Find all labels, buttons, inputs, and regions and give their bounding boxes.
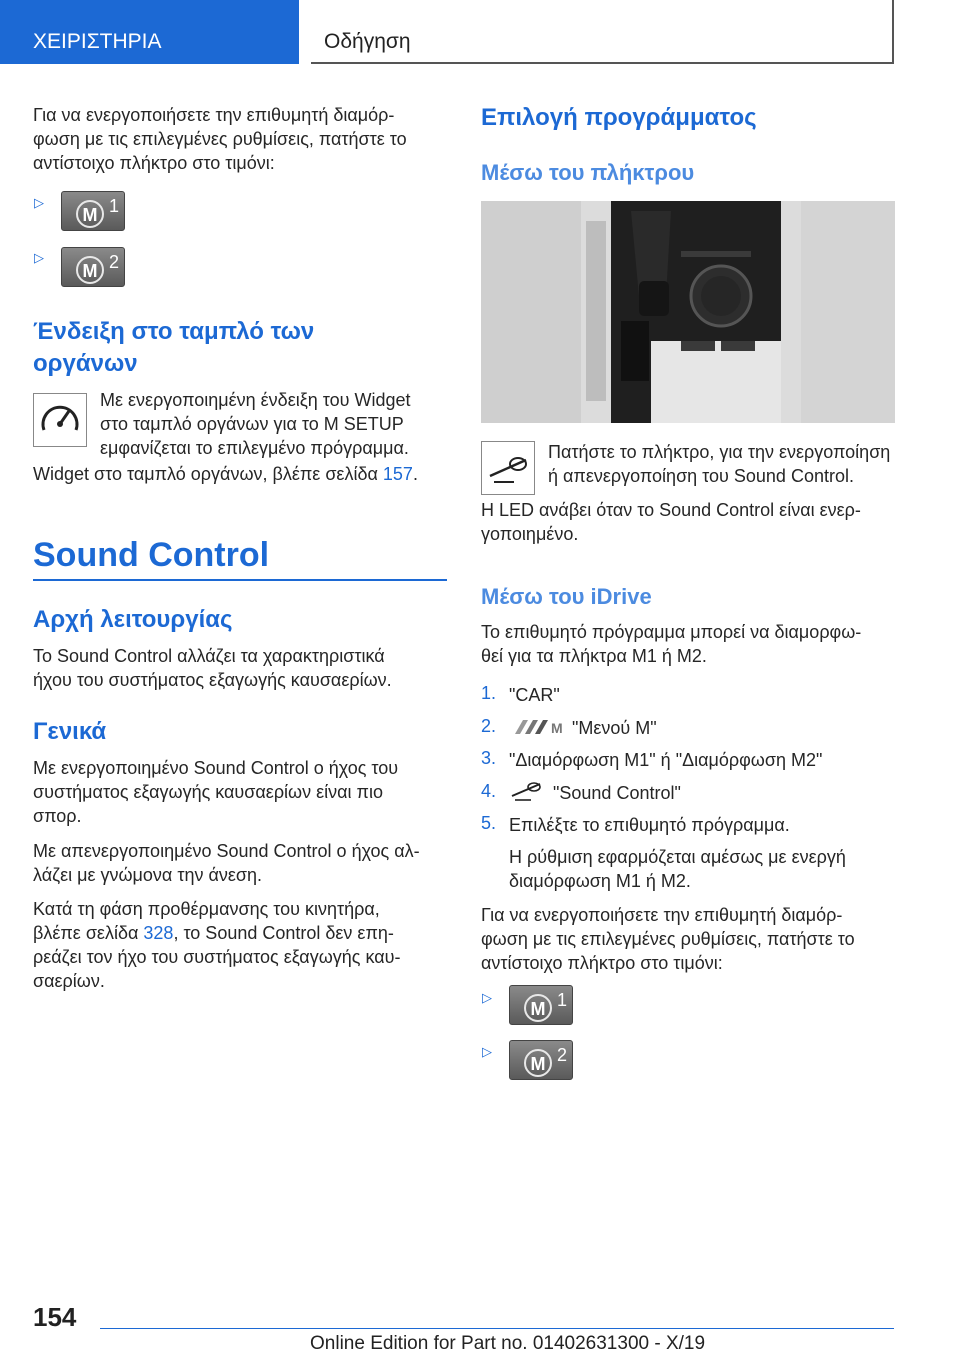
m1-steering-button — [61, 191, 125, 231]
general-paragraph-3-rest: , το Sound Control δεν επη- ρεάζει τον ήχο του συστήματος εξαγωγής καυ- σαερίων. — [33, 923, 401, 991]
header-section-tab — [0, 0, 299, 64]
dashboard-reference-end: . — [412, 464, 418, 484]
page-link-157[interactable]: 157 — [382, 464, 413, 484]
console-photo — [481, 201, 895, 423]
m1-digit: 1 — [108, 196, 120, 216]
m2-steering-button — [61, 247, 125, 287]
sound-control-icon-box — [481, 441, 535, 495]
principle-paragraph: Το Sound Control αλλάζει τα χαρακτηριστικά ήχου του συστήματος εξαγωγής καυσαερίων. — [33, 646, 392, 690]
m1-letter: M — [530, 999, 546, 1019]
m2-button-icon — [510, 1041, 574, 1081]
m1-steering-button — [509, 985, 573, 1025]
idrive-paragraph: Το επιθυμητό πρόγραμμα μπορεί να διαμορφω- θεί για τα πλήκτρα M1 ή M2. — [481, 622, 862, 666]
m2-steering-button — [509, 1040, 573, 1080]
arrow-icon: ▷ — [482, 1044, 492, 1059]
page-link-328[interactable]: 328 — [143, 923, 174, 943]
sound-control-title: Sound Control — [33, 536, 270, 574]
m2-letter: M — [530, 1054, 546, 1074]
page-number: 154 — [33, 1302, 77, 1332]
button-paragraph: Πατήστε το πλήκτρο, για την ενεργοποίηση ή απενεργοποίηση του Sound Control. — [548, 442, 891, 486]
gauge-icon-box — [33, 393, 87, 447]
step-text: "Μενού M" — [572, 718, 657, 738]
header-chapter-label: Οδήγηση — [324, 30, 411, 53]
dashboard-heading: Ένδειξη στο ταμπλό των οργάνων — [33, 318, 315, 377]
m-menu-icon — [509, 716, 565, 738]
footer-rule — [100, 1328, 894, 1329]
step-number: 1. — [481, 683, 497, 703]
m1-button-icon — [62, 192, 126, 232]
center-console-image — [481, 201, 895, 423]
title-underline — [33, 579, 447, 581]
intro-paragraph: Για να ενεργοποιήσετε την επιθυμητή διαμόρ- φωση με τις επιλεγμένες ρυθμίσεις, πατήστε το αντίστοιχο πλήκτρο στο τιμόνι: — [33, 105, 407, 173]
dashboard-reference-text: Widget στο ταμπλό οργάνων, βλέπε σελίδα — [33, 464, 383, 484]
program-selection-heading: Επιλογή προγράμματος — [481, 104, 757, 131]
general-paragraph-3 — [33, 897, 400, 993]
m2-letter: M — [82, 261, 98, 281]
step-text: Επιλέξτε το επιθυμητό πρόγραμμα. — [509, 815, 790, 835]
m1-digit: 1 — [556, 990, 568, 1010]
step-text: "Sound Control" — [553, 783, 681, 803]
arrow-icon: ▷ — [482, 990, 492, 1005]
step-number: 2. — [481, 716, 497, 736]
step-text: "CAR" — [509, 685, 560, 705]
exhaust-small-icon — [509, 779, 545, 803]
gauge-icon — [34, 394, 86, 446]
m2-digit: 2 — [556, 1045, 568, 1065]
general-paragraph-3-text: Κατά τη φάση προθέρμανσης του κινητήρα, βλέπε σελίδα — [33, 899, 380, 943]
exhaust-icon — [482, 442, 534, 494]
led-paragraph: Η LED ανάβει όταν το Sound Control είναι ενερ- γοποιημένο. — [481, 500, 861, 544]
principle-heading: Αρχή λειτουργίας — [33, 606, 233, 633]
step-number: 3. — [481, 748, 497, 768]
general-paragraph-2: Με απενεργοποιημένο Sound Control ο ήχος αλ- λάζει με γνώμονα την άνεση. — [33, 841, 420, 885]
outro-paragraph: Για να ενεργοποιήσετε την επιθυμητή διαμόρ- φωση με τις επιλεγμένες ρυθμίσεις, πατήστε το αντίστοιχο πλήκτρο στο τιμόνι: — [481, 905, 855, 973]
via-button-heading: Μέσω του πλήκτρου — [481, 160, 695, 185]
via-idrive-heading: Μέσω του iDrive — [481, 584, 652, 609]
step-number: 4. — [481, 781, 497, 801]
header-section-label: ΧΕΙΡΙΣΤΗΡΙΑ — [33, 30, 162, 53]
svg-text:M: M — [551, 720, 563, 736]
m2-button-icon — [62, 248, 126, 288]
arrow-icon: ▷ — [34, 195, 44, 210]
footer-edition: Online Edition for Part no. 01402631300 - X/19 — [310, 1333, 706, 1354]
step5-note: Η ρύθμιση εφαρμόζεται αμέσως με ενεργή διαμόρφωση M1 ή M2. — [509, 847, 846, 891]
step-text: "Διαμόρφωση M1" ή "Διαμόρφωση M2" — [509, 750, 823, 770]
dashboard-reference — [33, 462, 418, 486]
general-paragraph-1: Με ενεργοποιημένο Sound Control ο ήχος του συστήματος εξαγωγής καυσαερίων είναι πιο σπορ. — [33, 758, 399, 826]
general-heading: Γενικά — [33, 718, 107, 745]
m1-button-icon — [510, 986, 574, 1026]
m2-digit: 2 — [108, 252, 120, 272]
m1-letter: M — [82, 205, 98, 225]
header-chapter-tab — [311, 0, 894, 64]
arrow-icon: ▷ — [34, 250, 44, 265]
step-number: 5. — [481, 813, 497, 833]
dashboard-paragraph: Με ενεργοποιημένη ένδειξη του Widget στο ταμπλό οργάνων για το M SETUP εμφανίζεται το επιλεγμένο πρόγραμμα. — [100, 390, 411, 458]
